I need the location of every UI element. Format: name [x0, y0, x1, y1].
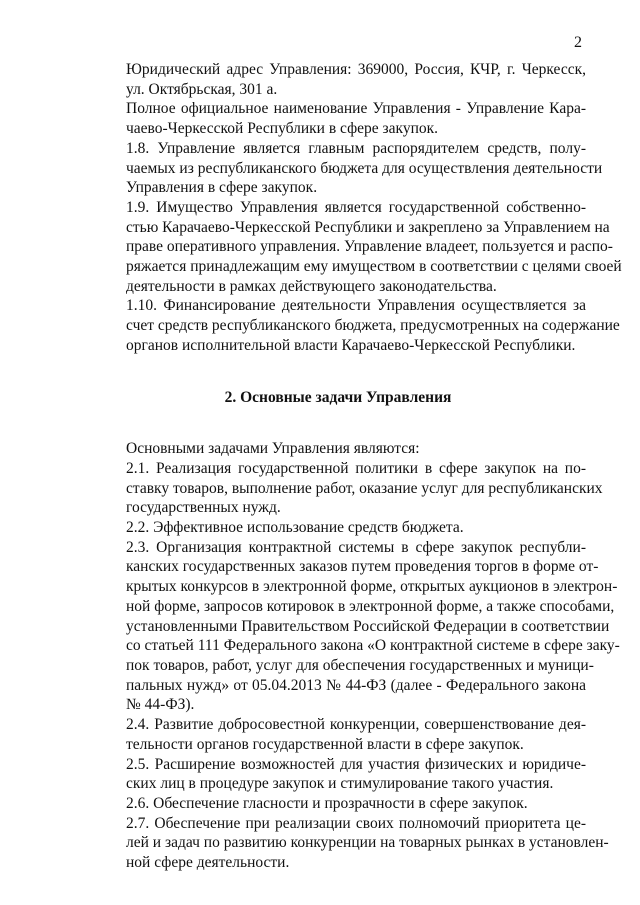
text-line: ставку товаров, выполнение работ, оказание услуг для республиканских: [126, 479, 603, 497]
paragraph: [90, 715, 586, 754]
text-line: 1.8. Управление является главным распорядителем средств, полу-: [126, 139, 586, 157]
paragraph: [90, 439, 586, 459]
text-line: праве оперативного управления. Управление владеет, пользуется и распо-: [126, 238, 613, 256]
text-line: № 44-ФЗ).: [126, 696, 195, 714]
text-line: органов исполнительной власти Карачаево-Черкесской Республики.: [126, 336, 576, 354]
paragraph: [90, 296, 620, 355]
text-line: 2.5. Расширение возможностей для участия физических и юридиче-: [126, 755, 586, 773]
text-line: деятельности в рамках действующего законодательства.: [126, 277, 497, 295]
paragraph: [90, 198, 622, 297]
text-line: ной форме, запросов котировок в электронной форме, а также способами,: [126, 597, 615, 615]
text-line: Управления в сфере закупок.: [126, 179, 318, 197]
text-line: ряжается принадлежащим ему имуществом в соответствии с целями своей: [126, 258, 622, 276]
text-line: 2.2. Эффективное использование средств бюджета.: [126, 519, 464, 537]
text-line: счет средств республиканского бюджета, предусмотренных на содержание: [126, 317, 620, 335]
text-line: 1.9. Имущество Управления является государственной собственно-: [126, 198, 586, 216]
text-line: тельности органов государственной власти в сфере закупок.: [126, 735, 524, 753]
section-title: 2. Основные задачи Управления: [224, 388, 452, 406]
text-line: лей и задач по развитию конкуренции на товарных рынках в установлен-: [126, 834, 609, 852]
paragraphs-bottom: [90, 439, 620, 872]
document-body: [90, 60, 622, 873]
text-line: ских лиц в процедуре закупок и стимулирование такого участия.: [126, 775, 554, 793]
text-line: 2.1. Реализация государственной политики в сфере закупок на по-: [126, 459, 586, 477]
text-line: 1.10. Финансирование деятельности Управления осуществляется за: [126, 297, 586, 315]
paragraphs-top: [90, 60, 622, 356]
paragraph: [90, 99, 586, 138]
text-line: 2.3. Организация контрактной системы в сфере закупок республи-: [126, 538, 586, 556]
text-line: 2.7. Обеспечение при реализации своих полномочий приоритета це-: [126, 814, 586, 832]
text-line: пок товаров, работ, услуг для обеспечения государственных и муници-: [126, 656, 594, 674]
text-line: ул. Октябрьская, 301 а.: [126, 80, 278, 98]
text-line: Основными задачами Управления являются:: [126, 440, 420, 458]
text-line: Полное официальное наименование Управления - Управление Кара-: [126, 100, 586, 118]
text-line: канских государственных заказов путем проведения торгов в форме от-: [126, 558, 599, 576]
paragraph: [90, 459, 603, 518]
paragraph: [90, 518, 586, 538]
text-line: Юридический адрес Управления: 369000, Россия, КЧР, г. Черкесск,: [126, 61, 586, 78]
text-line: 2.4. Развитие добросовестной конкуренции, совершенствование дея-: [126, 716, 586, 734]
paragraph: [90, 139, 603, 198]
text-line: 2.6. Обеспечение гласности и прозрачности в сфере закупок.: [126, 794, 528, 812]
text-line: ной сфере деятельности.: [126, 854, 290, 872]
paragraph: [90, 814, 609, 873]
text-line: пальных нужд» от 05.04.2013 № 44-ФЗ (далее - Федерального закона: [126, 676, 586, 694]
paragraph: [90, 538, 620, 715]
text-line: чаево-Черкесской Республики в сфере закупок.: [126, 120, 439, 138]
paragraph: [90, 755, 586, 794]
paragraph: [90, 794, 586, 814]
text-line: крытых конкурсов в электронной форме, открытых аукционов в электрон-: [126, 578, 618, 596]
text-line: государственных нужд.: [126, 499, 281, 517]
text-line: установленными Правительством Российской Федерации в соответствии: [126, 617, 610, 635]
text-line: со статьей 111 Федерального закона «О контрактной системе в сфере заку-: [126, 637, 620, 655]
text-line: стью Карачаево-Черкесской Республики и закреплено за Управлением на: [126, 218, 610, 236]
page-number: 2: [574, 34, 582, 51]
text-line: чаемых из республиканского бюджета для осуществления деятельности: [126, 159, 603, 177]
paragraph: [90, 60, 586, 99]
